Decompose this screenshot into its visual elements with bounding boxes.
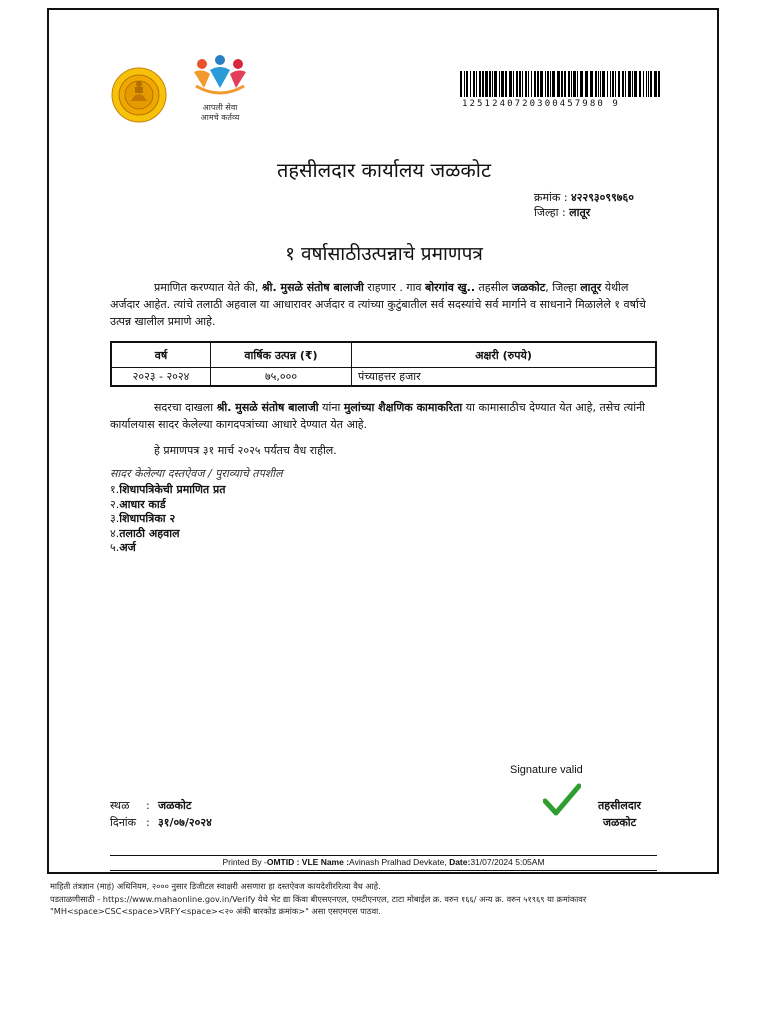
signature-status: Signature valid (510, 764, 583, 776)
barcode-bar (470, 71, 471, 97)
para2-text-3: या कामासाठीच देण्यात येत आहे, तसेच त्यांनी कार्यालयास सादर केलेल्या कागदपत्रांच्या आधारे देण्यात येत आहे. (110, 401, 646, 431)
signatory-block (598, 797, 641, 831)
cell-income: ७५,००० (211, 368, 352, 387)
purpose-paragraph (110, 399, 660, 433)
maharashtra-emblem-icon (107, 55, 171, 129)
para1-text-2: राहणार . गाव (363, 281, 426, 294)
col-year: वर्ष (111, 342, 211, 368)
col-annual-income: वार्षिक उत्पन्न (₹) (211, 342, 352, 368)
barcode-bar (489, 71, 491, 97)
barcode-bar (607, 71, 608, 97)
barcode-bar (528, 71, 529, 97)
place-label: स्थळ (110, 799, 130, 812)
list-item: ४.तलाठी अहवाल (110, 526, 180, 540)
barcode-bar (505, 71, 507, 97)
barcode-bar (501, 71, 504, 97)
para2-text-1: सदरचा दाखला (154, 401, 217, 414)
barcode-bar (568, 71, 570, 97)
footer-line-1: माहिती तंत्रज्ञान (माहं) अधिनियम, २००० नुसार डिजीटल स्वाक्षरी असणारा हा दस्तऐवज कायदेशीररित्या वैध आहे. (50, 881, 381, 891)
village-name: बोरगांव खु.. (425, 281, 476, 294)
barcode-bar (600, 71, 601, 97)
para1-text-1: प्रमाणित करण्यात येते की, (154, 281, 262, 294)
barcode-bar (494, 71, 497, 97)
list-item: ३.शिधापत्रिका २ (110, 512, 176, 525)
barcode-bar (618, 71, 620, 97)
district-name: लातूर (580, 281, 602, 294)
declaration-paragraph (110, 279, 660, 330)
barcode-bar (482, 71, 484, 97)
documents-heading: सादर केलेल्या दस्तऐवज / पुराव्याचे तपशील (110, 467, 283, 480)
barcode-bar (550, 71, 551, 97)
barcode-bar (525, 71, 527, 97)
tagline-line-2: आमचे कर्तव्य (200, 113, 240, 122)
jilha-value: लातूर (569, 206, 591, 219)
barcode-bar (602, 71, 605, 97)
barcode-bar (464, 71, 465, 97)
barcode (460, 71, 660, 97)
barcode-bar (648, 71, 649, 97)
tehsil-name: जळकोट (511, 281, 546, 294)
place-date-block (110, 797, 212, 831)
divider (110, 870, 657, 871)
barcode-bar (580, 71, 583, 97)
barcode-bar (557, 71, 560, 97)
signatory-place: जळकोट (602, 816, 637, 829)
barcode-number: 1251240720300457980 9 (462, 99, 620, 109)
cell-words: पंच्याहत्तर हजार (352, 368, 657, 387)
barcode-bar (590, 71, 593, 97)
barcode-bar (625, 71, 626, 97)
barcode-bar (561, 71, 563, 97)
barcode-bar (537, 71, 539, 97)
list-item: ५.अर्ज (110, 541, 136, 554)
footer-line-2: पडताळणीसाठी - https://www.mahaonline.gov.in/Verify येथे भेट द्या किंवा बीएसएनएल, एमटीएनएल, टाटा मोबाईल क्र. वरुन १६६/ अन्य क्र. वरुन ५१९६९ या क्रमांकावर (50, 893, 587, 904)
barcode-bar (476, 71, 477, 97)
certificate-title: १ वर्षासाठीउत्पन्नाचे प्रमाणपत्र (285, 243, 483, 265)
date-value: ३१/०७/२०२४ (158, 816, 212, 829)
kramank-label: क्रमांक : (534, 191, 568, 204)
barcode-bar (643, 71, 644, 97)
barcode-bar (654, 71, 657, 97)
office-title: तहसीलदार कार्यालय जळकोट (276, 158, 492, 182)
income-table-header (111, 342, 656, 368)
logo-tagline (190, 103, 250, 123)
barcode-bar (547, 71, 549, 97)
validity-text: हे प्रमाणपत्र ३१ मार्च २०२५ पर्यंतच वैध राहील. (154, 444, 337, 457)
barcode-bar (522, 71, 523, 97)
barcode-bar (485, 71, 488, 97)
para1-text-3: तहसील (475, 281, 512, 294)
printed-by-line: Printed By -OMTID : VLE Name :Avinash Pralhad Devkate, Date:31/07/2024 5:05AM (222, 857, 545, 867)
list-item: १.शिधापत्रिकेची प्रमाणित प्रत (110, 483, 226, 496)
barcode-bar (545, 71, 546, 97)
documents-list (110, 483, 226, 556)
cell-year: २०२३ - २०२४ (111, 368, 211, 387)
footer-notes (50, 880, 730, 918)
barcode-bar (492, 71, 493, 97)
barcode-bar (650, 71, 652, 97)
barcode-bar (552, 71, 555, 97)
validity-paragraph (110, 442, 660, 459)
barcode-bar (513, 71, 514, 97)
jilha-row (534, 205, 590, 220)
barcode-bar (577, 71, 578, 97)
barcode-bar (610, 71, 611, 97)
kramank-row (534, 190, 634, 205)
barcode-bar (473, 71, 475, 97)
barcode-bar (632, 71, 633, 97)
barcode-bar (519, 71, 521, 97)
barcode-bar (612, 71, 614, 97)
barcode-bar (509, 71, 512, 97)
barcode-bar (540, 71, 543, 97)
kramank-value: ४२२९३०९९७६० (571, 191, 634, 204)
barcode-bar (615, 71, 616, 97)
barcode-bar (646, 71, 647, 97)
para1-text-4: , जिल्हा (545, 281, 581, 294)
barcode-bar (622, 71, 624, 97)
purpose-text: मुलांच्या शैक्षणिक कामाकरिता (343, 401, 463, 414)
barcode-bar (460, 71, 462, 97)
divider (110, 855, 657, 856)
barcode-bar (499, 71, 500, 97)
barcode-bar (628, 71, 631, 97)
date-row: दिनांक : ३१/०७/२०२४ (110, 816, 212, 829)
jilha-label: जिल्हा : (534, 206, 566, 219)
certificate-frame (47, 8, 719, 874)
barcode-bar (639, 71, 641, 97)
date-label: दिनांक (110, 816, 137, 829)
barcode-bar (516, 71, 518, 97)
barcode-bar (585, 71, 588, 97)
applicant-name: श्री. मुसळे संतोष बालाजी (261, 281, 364, 294)
barcode-bar (531, 71, 532, 97)
footer-line-3: "MH<space>CSC<space>VRFY<space><२० अंकी बारकोड क्रमांक>" असा एसएमएस पाठवा. (50, 906, 381, 916)
place-value: जळकोट (158, 799, 192, 812)
barcode-bar (466, 71, 468, 97)
tagline-line-1: आपली सेवा (202, 103, 238, 112)
barcode-bar (571, 71, 572, 97)
barcode-bar (534, 71, 536, 97)
applicant-name-2: श्री. मुसळे संतोष बालाजी (216, 401, 319, 414)
list-item: २.आधार कार्ड (110, 497, 166, 511)
barcode-bar (658, 71, 660, 97)
para2-text-2: यांना (318, 401, 344, 414)
place-row: स्थळ : जळकोट (110, 799, 192, 812)
para1-text-5: येथील अर्जदार आहेत. त्यांचे तलाठी अहवाल या आधारावर अर्जदार व त्यांच्या कुटुंबातील सर्व सदस्यांचे सर्व मार्गाने व साधनाने मिळालेले १ वर्षाचे उत्पन्न खालील प्रमाणे आहे. (110, 281, 646, 328)
barcode-bar (634, 71, 637, 97)
barcode-bar (598, 71, 599, 97)
barcode-bar (595, 71, 597, 97)
barcode-bar (564, 71, 566, 97)
checkmark-icon (543, 783, 581, 817)
col-in-words: अक्षरी (रुपये) (352, 342, 657, 368)
barcode-bar (479, 71, 481, 97)
income-table (110, 341, 657, 387)
signatory-role: तहसीलदार (598, 799, 642, 812)
table-row (111, 368, 656, 387)
barcode-bar (573, 71, 576, 97)
